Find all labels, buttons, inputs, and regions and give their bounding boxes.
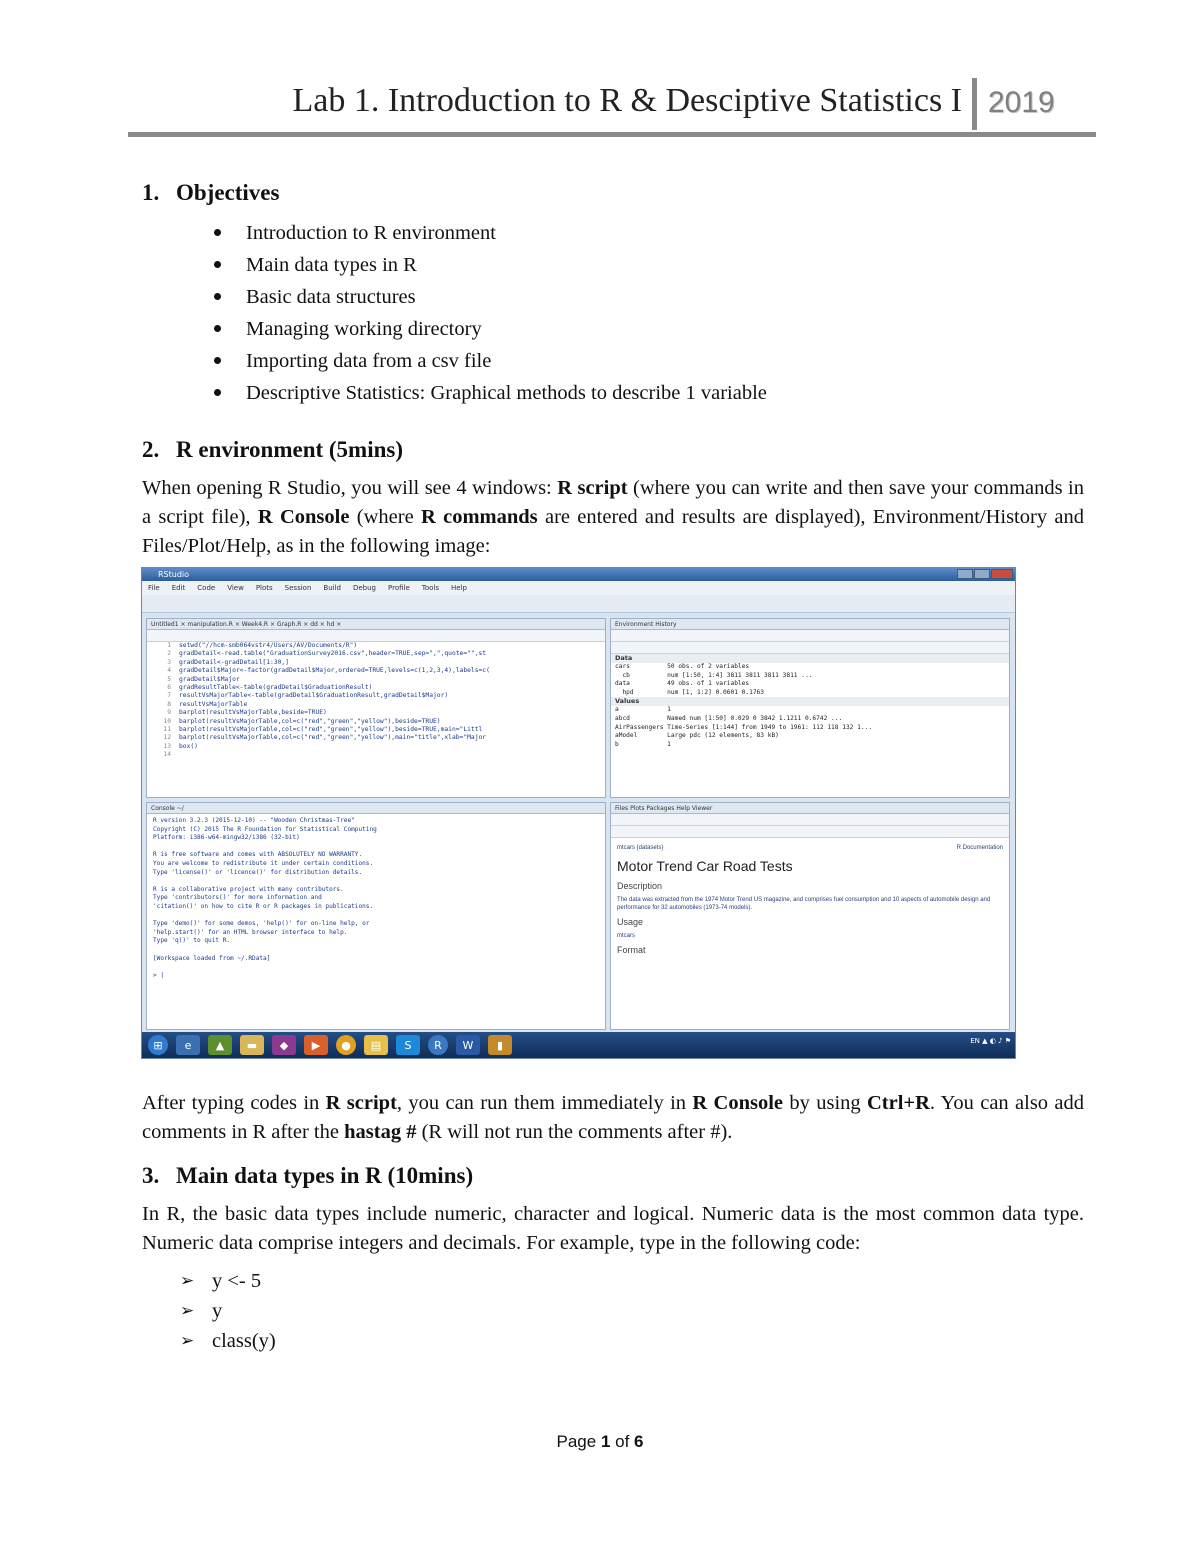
list-item: Main data types in R — [214, 249, 1084, 281]
help-pane — [610, 802, 1010, 1030]
env-row: b 1 — [615, 740, 671, 748]
paragraph-data-types: In R, the basic data types include numeric, character and logical. Numeric data is the most common data type. Numeric data comprise integers and decimals. For example, type in the following code: — [142, 1203, 1084, 1254]
rstudio-icon: R — [428, 1035, 448, 1055]
media-icon: ▶ — [304, 1035, 328, 1055]
paragraph-windows: When opening R Studio, you will see 4 windows: R script (where you can write and then save your commands in a script file), R Console (where R commands are entered and results are displayed), Environment/History and Files/Plot/Help, as in the following image: — [142, 477, 1084, 557]
bullet-icon — [214, 325, 221, 332]
list-item: Descriptive Statistics: Graphical methods to describe 1 variable — [214, 377, 1084, 409]
list-item: Importing data from a csv file — [214, 345, 1084, 377]
folder-icon: ▬ — [240, 1035, 264, 1055]
env-row: AirPassengers Time-Series [1:144] from 1949 to 1961: 112 118 132 1... — [615, 723, 873, 731]
list-item: Introduction to R environment — [214, 217, 1084, 249]
page-total: 6 — [634, 1432, 644, 1451]
arrow-bullet-icon: ➢ — [180, 1301, 195, 1320]
script-pane — [146, 618, 606, 798]
windows-taskbar — [142, 1032, 1016, 1058]
rstudio-screenshot — [141, 567, 1016, 1059]
system-tray: EN ▲ ◐ ♪ ⚑ — [970, 1037, 1011, 1045]
header-rule — [128, 132, 1096, 137]
env-row: aModel Large pdc (12 elements, 83 kB) — [615, 732, 779, 740]
ie-icon: e — [176, 1035, 200, 1055]
script-tabs: Untitled1 × manipulation.R × Week4.R × Graph.R × dd × hd × — [147, 619, 605, 630]
list-item: ➢ class(y) — [178, 1326, 1084, 1356]
env-row: abcd Named num [1:50] 0.029 0 3842 1.1211 0.6742 ... — [615, 714, 843, 722]
bullet-icon — [214, 229, 221, 236]
env-row: cb num [1:50, 1:4] 3811 3811 3811 3811 ... — [615, 671, 813, 679]
help-topic-bar — [611, 826, 1009, 838]
help-topic-row: mtcars {datasets} R Documentation — [617, 845, 1003, 851]
help-tabs: Files Plots Packages Help Viewer — [611, 803, 1009, 814]
env-row: cars 50 obs. of 2 variables — [615, 663, 750, 670]
app-icon: ◆ — [272, 1035, 296, 1055]
close-icon — [991, 569, 1013, 579]
help-toolbar — [611, 814, 1009, 826]
page-number: 1 — [600, 1432, 611, 1451]
app-icon: ▮ — [488, 1035, 512, 1055]
section-heading-objectives: 1. Objectives — [142, 180, 280, 205]
section-heading-data-types: 3. Main data types in R (10mins) — [142, 1163, 474, 1188]
help-description: The data was extracted from the 1974 Motor Trend US magazine, and comprises fuel consumption and 10 aspects of automobile design and performance for 32 automobiles (1973-74 models). — [617, 897, 991, 911]
list-item: Basic data structures — [214, 281, 1084, 313]
environment-toolbar — [611, 630, 1009, 642]
arrow-bullet-icon: ➢ — [180, 1271, 195, 1290]
app-icon: ▲ — [208, 1035, 232, 1055]
environment-tabs: Environment History — [611, 619, 1009, 630]
console-pane — [146, 802, 606, 1030]
environment-pane — [610, 618, 1010, 798]
skype-icon: S — [396, 1035, 420, 1055]
env-row: hpd num [1, 1:2] 0.0601 0.1763 — [615, 688, 765, 696]
console-output: R version 3.2.3 (2015-12-10) -- "Wooden Christmas-Tree" Copyright (C) 2015 The R Foundation for Statistical Computing Platform: i386-w64-mingw32/i386 (32-bit) R is free software and comes with ABSOLUTELY NO WARRANTY. You are welcome to redistribute it under certain conditions. Type 'license()' or 'licence()' for distribution details. R is a collaborative project with many contributors. Type 'contributors()' for more information and 'citation()' on how to cite R or R packages in publications. Type 'demo()' for some demos, 'help()' for on-line help, or 'help.start()' for an HTML browser interface to help. Type 'q()' to quit R. [Workspace loaded from ~/.RData] > | — [153, 817, 377, 979]
console-tab: Console ~/ — [147, 803, 605, 814]
chrome-icon: ● — [336, 1035, 356, 1055]
code-example-list — [178, 1266, 1084, 1356]
help-format-heading: Format — [617, 945, 646, 955]
section-heading-r-environment: 2. R environment (5mins) — [142, 437, 404, 462]
minimize-icon — [957, 569, 973, 579]
objectives-list — [214, 217, 1084, 409]
maximize-icon — [974, 569, 990, 579]
notes-icon: ▤ — [364, 1035, 388, 1055]
page-footer: Page 1 of 6 — [556, 1432, 644, 1451]
script-editor: 1 setwd("//hcm-smb064vstr4/Users/AV/Documents/R") 2 gradDetail<-read.table("GraduationSurvey2016.csv",header=TRUE,sep=",",quote="",st 3 gradDetail<-gradDetail[1:30,] 4 gradDetail$Major<-factor(gradDetail$Major,ordered=TRUE,levels=c(1,2,3,4),labels=c( 5 gradDetail$Major 6 gradResultTable<-table(gradDetail$GraduationResult) 7 resultVsMajorTable<-table(gradDetail$GraduationResult,gradDetail$Major) 8 resultVsMajorTable 9 barplot(resultVsMajorTable,beside=TRUE) 10 barplot(resultVsMajorTable,col=c("red","green","yellow"),beside=TRUE) 11 barplot(resultVsMajorTable,col=c("red","green","yellow"),beside=TRUE,main="Littl 12 barplot(resultVsMajorTable,col=c("red","green","yellow"),main="title",xlab="Major 13 box() 14 — [163, 642, 490, 759]
bullet-icon — [214, 357, 221, 364]
list-item: ➢ y — [178, 1296, 1084, 1326]
arrow-bullet-icon: ➢ — [180, 1331, 195, 1350]
header-separator — [972, 78, 977, 130]
script-toolbar — [147, 630, 605, 642]
page-header — [128, 78, 1096, 138]
document-title: Lab 1. Introduction to R & Desciptive Statistics I — [292, 82, 962, 119]
env-row: data 49 obs. of 1 variables — [615, 680, 750, 688]
list-item: ➢ y <- 5 — [178, 1266, 1084, 1296]
header-year: 2019 — [988, 86, 1055, 119]
start-icon: ⊞ — [148, 1035, 168, 1055]
word-icon: W — [456, 1035, 480, 1055]
help-description-heading: Description — [617, 881, 663, 891]
help-usage: mtcars — [617, 933, 635, 939]
bullet-icon — [214, 293, 221, 300]
main-toolbar — [142, 595, 1015, 613]
env-row: a 1 — [615, 706, 671, 714]
menubar: File Edit Code View Plots Session Build Debug Profile Tools Help — [142, 581, 1015, 595]
values-header: Values — [611, 697, 1009, 706]
window-titlebar: RStudio — [142, 568, 1015, 581]
bullet-icon — [214, 389, 221, 396]
data-header: Data — [611, 654, 1009, 663]
help-title: Motor Trend Car Road Tests — [617, 858, 793, 874]
paragraph-run-code: After typing codes in R script, you can run them immediately in R Console by using Ctrl+R. You can also add comments in R after the hastag # (R will not run the comments after #). — [142, 1092, 1084, 1143]
bullet-icon — [214, 261, 221, 268]
help-usage-heading: Usage — [617, 917, 644, 927]
list-item: Managing working directory — [214, 313, 1084, 345]
environment-scope-bar — [611, 642, 1009, 654]
